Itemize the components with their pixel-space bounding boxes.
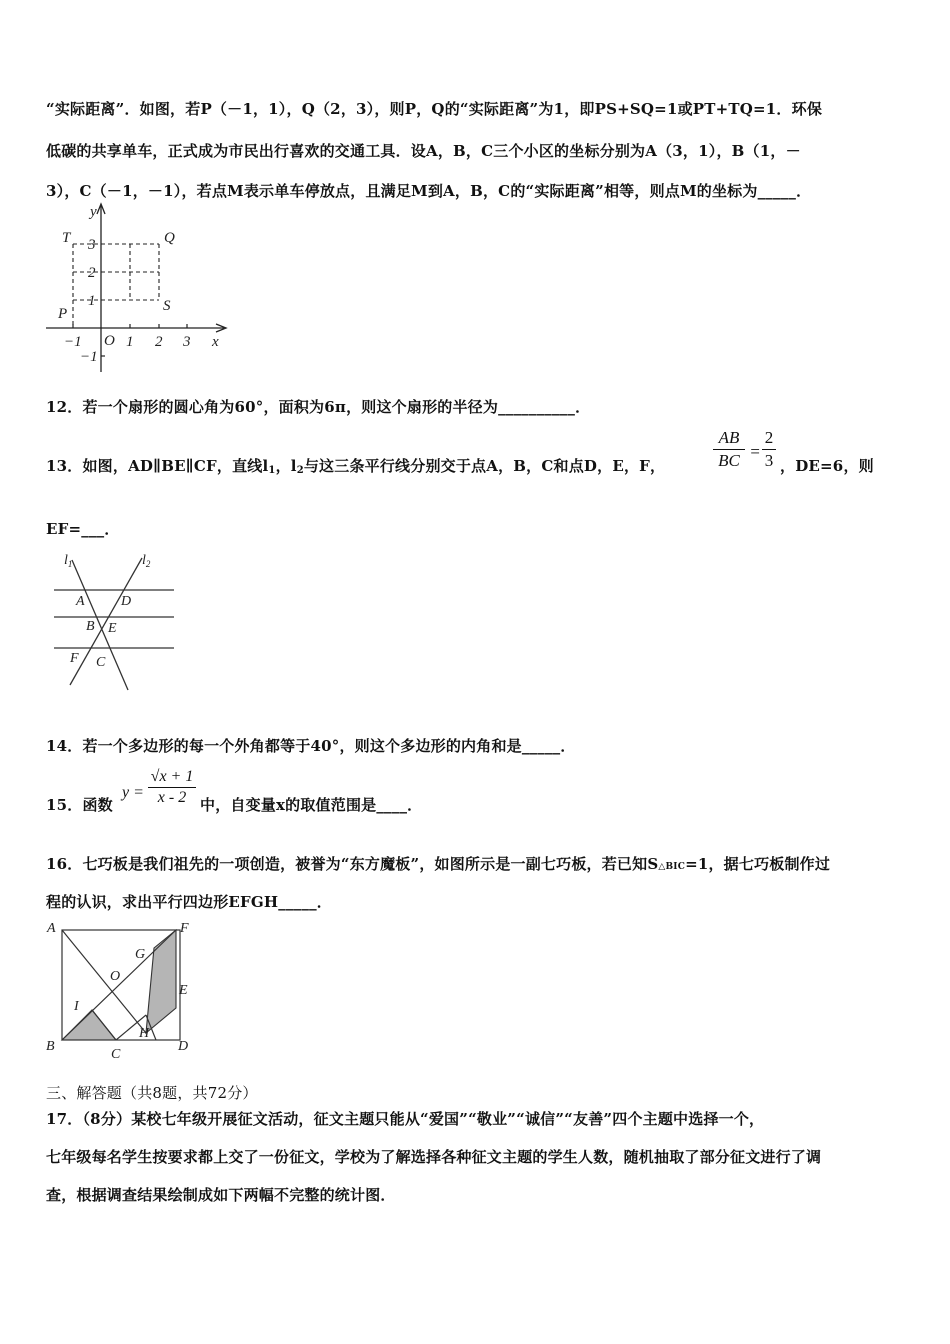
q17-line-1: 17．（8分）某校七年级开展征文活动，征文主题只能从“爱国”“敬业”“诚信”“友善”四个主题中选择一个，	[46, 1110, 765, 1128]
point-F-label: F	[70, 651, 79, 666]
q17-line-2: 七年级每名学生按要求都上交了一份征文，学校为了解选择各种征文主题的学生人数，随机抽取了部分征文进行了调	[46, 1148, 822, 1166]
q13-text-c: 与这三条平行线分别交于点A，B，C和点D，E，F，	[303, 457, 666, 475]
q11-line-3: 3），C（－1，－1），若点M表示单车停放点，且满足M到A，B，C的“实际距离”相等，则点M的坐标为_____．	[46, 182, 812, 200]
tangram-G-label: G	[135, 947, 146, 962]
q16-line-2: 程的认识，求出平行四边形EFGH_____．	[46, 893, 332, 911]
point-E-label: E	[108, 621, 117, 636]
point-Q-label: Q	[164, 230, 175, 246]
y-tick-3: 3	[88, 237, 96, 253]
tangram-I-label: I	[74, 999, 79, 1014]
point-C-label: C	[96, 655, 106, 670]
axis-y-label: y	[90, 204, 97, 220]
tangram-F-label: F	[180, 921, 189, 936]
q14-text: 14．若一个多边形的每一个外角都等于40°，则这个多边形的内角和是_____．	[46, 737, 576, 755]
q13-text-d: ，DE=6，则	[780, 457, 874, 475]
q15-denominator: x - 2	[157, 789, 187, 806]
q13-sub-1: 1	[268, 465, 276, 476]
y-tick-neg1: −1	[80, 349, 98, 365]
q13-line-1	[46, 455, 665, 476]
q13-line-2: EF=___．	[46, 520, 120, 538]
q16-line-1	[46, 853, 830, 874]
q11-line-2: 低碳的共享单车，正式成为市民出行喜欢的交通工具．设A，B，C三个小区的坐标分别为A（3，1），B（1，－	[46, 142, 801, 160]
q13-sub-2: 2	[296, 465, 304, 476]
q13-fraction-ab-bc	[713, 428, 745, 471]
section-3-title: 三、解答题（共8题，共72分）	[46, 1084, 258, 1102]
y-tick-2: 2	[88, 265, 96, 281]
frac-bar	[713, 449, 745, 450]
val-num: 2	[764, 428, 774, 447]
tangram-A-label: A	[47, 921, 56, 936]
q13-text-a: 13．如图，AD∥BE∥CF，直线l	[46, 457, 269, 475]
q15-fraction	[148, 768, 196, 807]
tangram-B-label: B	[46, 1039, 55, 1054]
q11-line-1: “实际距离”．如图，若P（－1，1），Q（2，3），则P，Q的“实际距离”为1，即PS+SQ=1或PT+TQ=1．环保	[46, 100, 823, 118]
q13-text-b: ，l	[275, 457, 297, 475]
q15-y-equals: y =	[122, 784, 144, 801]
q13-equals: =	[749, 442, 761, 461]
x-tick-neg1: −1	[64, 334, 82, 350]
tangram-E-label: E	[179, 983, 188, 998]
x-tick-2: 2	[155, 334, 163, 350]
val-bar	[762, 449, 776, 450]
l2-label: $l_2$	[142, 553, 151, 569]
q15-text-b: 中，自变量x的取值范围是____．	[200, 796, 423, 814]
point-D-label: D	[121, 594, 132, 609]
l1-label: $l_1$	[64, 553, 73, 569]
x-tick-1: 1	[126, 334, 134, 350]
x-tick-3: 3	[183, 334, 191, 350]
point-B-label: B	[86, 619, 95, 634]
origin-label: O	[104, 333, 115, 349]
q16-tangram-figure	[44, 918, 200, 1066]
q16-sub: △BIC	[658, 862, 686, 872]
val-den: 3	[764, 451, 774, 470]
axis-x-label: x	[212, 334, 219, 350]
tangram-C-label: C	[111, 1047, 121, 1062]
q16-text-b: =1，据七巧板制作过	[685, 855, 831, 873]
tangram-H-label: H	[139, 1026, 150, 1041]
q13-parallel-lines-figure	[44, 548, 184, 698]
q15-text-a: 15．函数	[46, 796, 113, 814]
point-A-label: A	[76, 594, 85, 609]
point-P-label: P	[58, 306, 68, 322]
point-T-label: T	[62, 230, 71, 246]
point-S-label: S	[163, 298, 171, 314]
tangram-D-label: D	[178, 1039, 189, 1054]
q17-line-3: 查，根据调查结果绘制成如下两幅不完整的统计图．	[46, 1186, 396, 1204]
frac-den: BC	[718, 451, 740, 470]
q11-coordinate-figure	[44, 200, 234, 380]
q15-bar	[148, 787, 196, 788]
q15-numerator: √x + 1	[150, 768, 194, 785]
q12-text: 12．若一个扇形的圆心角为60°，面积为6π，则这个扇形的半径为__________．	[46, 398, 591, 416]
frac-num: AB	[718, 428, 740, 447]
y-tick-1: 1	[88, 293, 96, 309]
q16-text-a: 16．七巧板是我们祖先的一项创造，被誉为“东方魔板”，如图所示是一副七巧板，若已知S	[46, 855, 659, 873]
q13-fraction-value	[762, 428, 776, 471]
tangram-O-label: O	[110, 969, 121, 984]
